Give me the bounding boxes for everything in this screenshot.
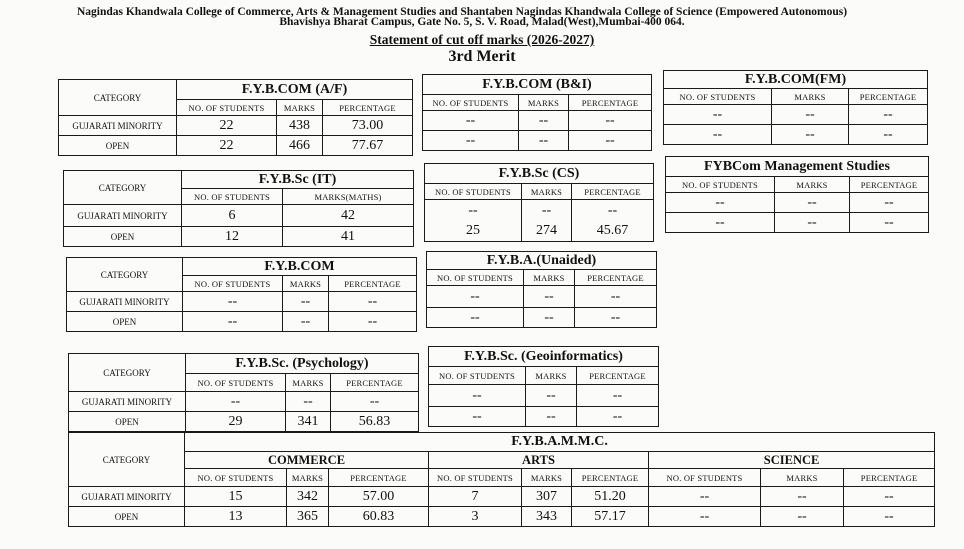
marks-maths-header: MARKS(MATHS) [283, 189, 414, 205]
cell-students: 25 [425, 222, 522, 242]
table-title: F.Y.B.A.(Unaided) [427, 252, 657, 270]
table-row [666, 193, 929, 213]
no-students-header: NO. OF STUDENTS [425, 184, 522, 200]
marks-header: MARKS [775, 177, 850, 193]
table-title: F.Y.B.Sc (IT) [182, 171, 414, 189]
cell-students: -- [425, 200, 522, 222]
cell-marks: -- [286, 392, 331, 412]
cell-students: 22 [177, 136, 277, 156]
table-fybammc [68, 432, 935, 527]
category-open: OPEN [64, 227, 182, 247]
cell-percentage: -- [577, 385, 659, 407]
percentage-header: PERCENTAGE [331, 374, 419, 392]
cell-marks: -- [761, 487, 844, 507]
cell-students: -- [183, 292, 283, 312]
cell-marks: -- [775, 213, 850, 233]
cell-students: -- [649, 487, 761, 507]
cell-marks: 342 [287, 487, 329, 507]
cell-students: -- [423, 111, 519, 131]
table-row [425, 200, 654, 222]
cell-percentage: -- [569, 111, 652, 131]
cell-marks: 343 [522, 507, 572, 527]
table-row [64, 227, 414, 247]
no-students-header: NO. OF STUDENTS [186, 374, 286, 392]
table-row [423, 131, 652, 151]
table-row [69, 487, 935, 507]
cell-marks: -- [283, 292, 329, 312]
cell-percentage: -- [850, 213, 929, 233]
no-students-header: NO. OF STUDENTS [429, 367, 526, 385]
cell-marks: 307 [522, 487, 572, 507]
category-gujarati: GUJARATI MINORITY [69, 392, 186, 412]
cell-marks: -- [772, 105, 849, 125]
category-open: OPEN [59, 136, 177, 156]
category-open: OPEN [69, 507, 185, 527]
no-students-header: NO. OF STUDENTS [649, 469, 761, 487]
table-fybsc-cs [424, 163, 654, 242]
marks-header: MARKS [524, 270, 575, 286]
no-students-header: NO. OF STUDENTS [666, 177, 775, 193]
table-row [69, 392, 419, 412]
merit-title: 3rd Merit [448, 48, 516, 65]
cell-students: -- [427, 286, 524, 308]
no-students-header: NO. OF STUDENTS [177, 100, 277, 116]
cell-marks: 341 [286, 412, 331, 432]
cell-students: -- [666, 193, 775, 213]
college-name-line: Nagindas Khandwala College of Commerce, Arts & Management Studies and Shantaben Nagindas Khandwala College of Science (Empowered Autonomous) [76, 6, 848, 18]
table-row [64, 205, 414, 227]
cell-students: -- [429, 385, 526, 407]
cell-percentage: -- [575, 308, 657, 328]
table-row [59, 116, 413, 136]
table-fybcom-fm [663, 70, 928, 145]
cell-percentage: 57.17 [572, 507, 649, 527]
no-students-header: NO. OF STUDENTS [664, 89, 772, 105]
table-title: F.Y.B.COM(FM) [664, 71, 928, 89]
table-row [664, 105, 928, 125]
no-students-header: NO. OF STUDENTS [429, 469, 522, 487]
table-row [425, 222, 654, 242]
category-header: CATEGORY [69, 433, 185, 487]
cell-marks: -- [524, 286, 575, 308]
category-gujarati: GUJARATI MINORITY [67, 292, 183, 312]
no-students-header: NO. OF STUDENTS [185, 469, 287, 487]
cell-percentage: 57.00 [329, 487, 429, 507]
table-title: F.Y.B.COM (B&I) [423, 75, 652, 95]
cell-percentage: 45.67 [572, 222, 654, 242]
percentage-header: PERCENTAGE [850, 177, 929, 193]
cell-marks: 274 [522, 222, 572, 242]
category-open: OPEN [69, 412, 186, 432]
percentage-header: PERCENTAGE [329, 469, 429, 487]
marks-header: MARKS [761, 469, 844, 487]
cell-percentage: -- [329, 312, 417, 332]
cell-percentage: -- [844, 487, 935, 507]
cell-students: -- [649, 507, 761, 527]
cell-marks: -- [519, 131, 569, 151]
no-students-header: NO. OF STUDENTS [427, 270, 524, 286]
commerce-subheader: COMMERCE [185, 452, 429, 469]
cell-percentage: -- [577, 407, 659, 427]
cell-marks: -- [772, 125, 849, 145]
table-title: F.Y.B.COM [183, 258, 417, 276]
percentage-header: PERCENTAGE [569, 95, 652, 111]
table-row [429, 385, 659, 407]
category-gujarati: GUJARATI MINORITY [59, 116, 177, 136]
cell-percentage: 73.00 [323, 116, 413, 136]
table-row [427, 286, 657, 308]
cell-students: 12 [182, 227, 283, 247]
cell-percentage: 60.83 [329, 507, 429, 527]
marks-header: MARKS [526, 367, 577, 385]
table-fybcom-af [58, 79, 413, 156]
cell-students: 6 [182, 205, 283, 227]
science-subheader: SCIENCE [649, 452, 935, 469]
category-header: CATEGORY [59, 80, 177, 116]
category-gujarati: GUJARATI MINORITY [64, 205, 182, 227]
statement-title: Statement of cut off marks (2026-2027) [369, 32, 595, 47]
cell-students: -- [186, 392, 286, 412]
cell-students: 7 [429, 487, 522, 507]
cell-students: 15 [185, 487, 287, 507]
percentage-header: PERCENTAGE [323, 100, 413, 116]
cell-marks: -- [522, 200, 572, 222]
table-row [427, 308, 657, 328]
cell-percentage: -- [844, 507, 935, 527]
cell-students: -- [429, 407, 526, 427]
cell-percentage: 56.83 [331, 412, 419, 432]
table-fybcom-management-studies [665, 156, 929, 233]
table-title: F.Y.B.COM (A/F) [177, 80, 413, 100]
arts-subheader: ARTS [429, 452, 649, 469]
table-title: F.Y.B.A.M.M.C. [185, 433, 935, 452]
percentage-header: PERCENTAGE [849, 89, 928, 105]
marks-header: MARKS [772, 89, 849, 105]
cell-percentage: -- [849, 125, 928, 145]
table-fybcom-bi [422, 74, 652, 151]
table-row [666, 213, 929, 233]
cell-students: -- [423, 131, 519, 151]
percentage-header: PERCENTAGE [575, 270, 657, 286]
cell-students: -- [427, 308, 524, 328]
cell-percentage: -- [331, 392, 419, 412]
no-students-header: NO. OF STUDENTS [423, 95, 519, 111]
marks-header: MARKS [522, 469, 572, 487]
table-title: FYBCom Management Studies [666, 157, 929, 177]
cell-percentage: -- [575, 286, 657, 308]
table-title: F.Y.B.Sc (CS) [425, 164, 654, 184]
cell-marks: 41 [283, 227, 414, 247]
table-row [69, 412, 419, 432]
cell-percentage: -- [572, 200, 654, 222]
category-header: CATEGORY [69, 354, 186, 392]
cell-students: 13 [185, 507, 287, 527]
table-row [69, 507, 935, 527]
cell-marks: -- [761, 507, 844, 527]
cell-marks: -- [519, 111, 569, 131]
cell-percentage: -- [569, 131, 652, 151]
no-students-header: NO. OF STUDENTS [183, 276, 283, 292]
table-fybsc-psychology [68, 353, 419, 432]
campus-address: Bhavishya Bharat Campus, Gate No. 5, S. V. Road, Malad(West),Mumbai-400 064. [279, 16, 685, 28]
cell-marks: -- [283, 312, 329, 332]
cell-percentage: 77.67 [323, 136, 413, 156]
category-header: CATEGORY [64, 171, 182, 205]
table-row [423, 111, 652, 131]
table-row [59, 136, 413, 156]
cell-marks: -- [526, 407, 577, 427]
category-open: OPEN [67, 312, 183, 332]
table-title: F.Y.B.Sc. (Geoinformatics) [429, 347, 659, 367]
cell-students: -- [666, 213, 775, 233]
cell-students: -- [664, 105, 772, 125]
marks-header: MARKS [287, 469, 329, 487]
cell-marks: 438 [277, 116, 323, 136]
cell-students: 29 [186, 412, 286, 432]
cell-percentage: -- [850, 193, 929, 213]
marks-header: MARKS [283, 276, 329, 292]
table-fybsc-it [63, 170, 414, 247]
percentage-header: PERCENTAGE [572, 469, 649, 487]
no-students-header: NO. OF STUDENTS [182, 189, 283, 205]
table-row [429, 407, 659, 427]
category-gujarati: GUJARATI MINORITY [69, 487, 185, 507]
cell-marks: 466 [277, 136, 323, 156]
cell-marks: -- [526, 385, 577, 407]
cell-percentage: -- [329, 292, 417, 312]
cell-students: -- [183, 312, 283, 332]
marks-header: MARKS [286, 374, 331, 392]
table-row [67, 312, 417, 332]
percentage-header: PERCENTAGE [577, 367, 659, 385]
category-header: CATEGORY [67, 258, 183, 292]
cell-marks: 365 [287, 507, 329, 527]
percentage-header: PERCENTAGE [329, 276, 417, 292]
cell-percentage: 51.20 [572, 487, 649, 507]
percentage-header: PERCENTAGE [572, 184, 654, 200]
table-fyba-unaided [426, 251, 657, 328]
cell-percentage: -- [849, 105, 928, 125]
table-title: F.Y.B.Sc. (Psychology) [186, 354, 419, 374]
cell-students: 22 [177, 116, 277, 136]
table-row [664, 125, 928, 145]
cell-marks: 42 [283, 205, 414, 227]
percentage-header: PERCENTAGE [844, 469, 935, 487]
cell-students: 3 [429, 507, 522, 527]
marks-header: MARKS [522, 184, 572, 200]
table-row [67, 292, 417, 312]
table-fybcom [66, 257, 417, 332]
cell-marks: -- [524, 308, 575, 328]
marks-header: MARKS [519, 95, 569, 111]
cell-students: -- [664, 125, 772, 145]
cell-marks: -- [775, 193, 850, 213]
table-fybsc-geoinformatics [428, 346, 659, 427]
marks-header: MARKS [277, 100, 323, 116]
